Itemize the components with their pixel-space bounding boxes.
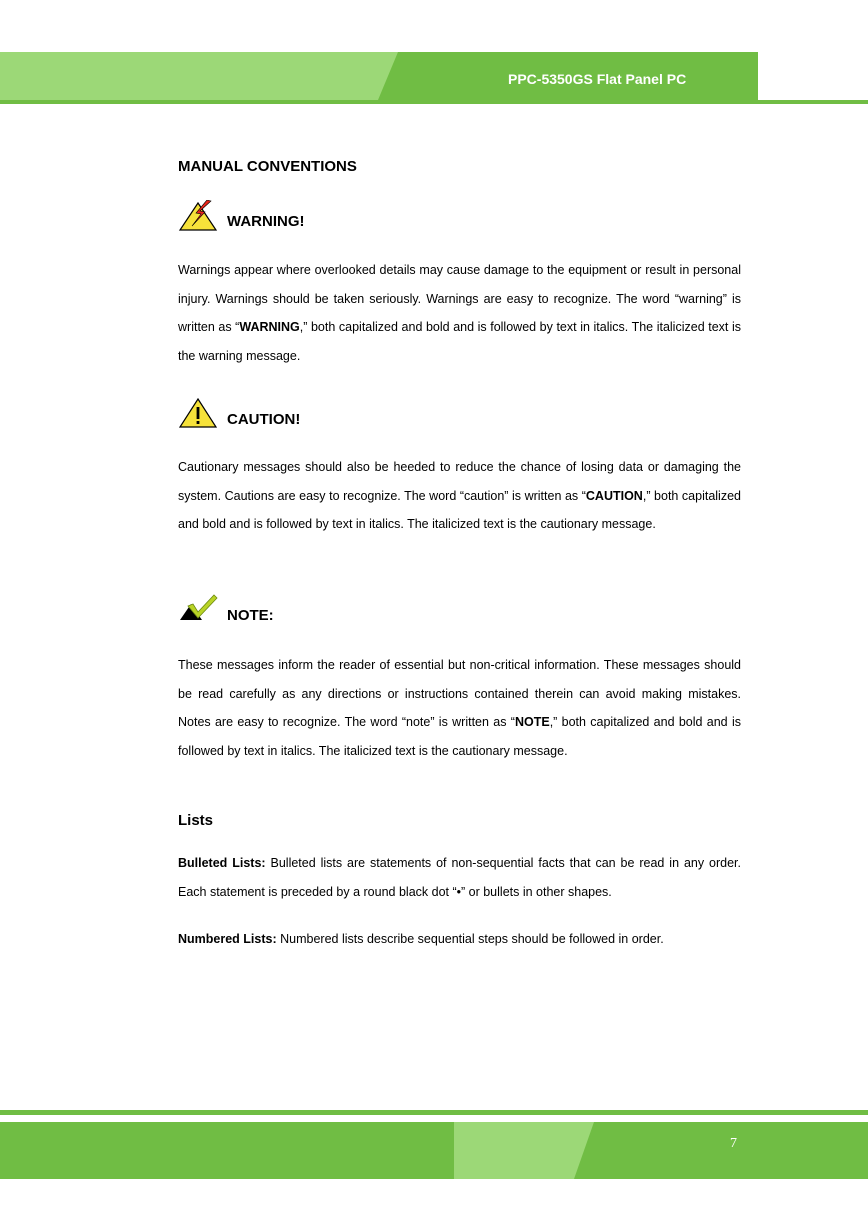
note-checkmark-icon xyxy=(178,592,220,624)
note-text-part1: These messages inform the reader of essential but non-critical information. These messages should be read carefully as any directions or instructions contained therein can avoid making mistakes. Notes are easy to recognize. The word “note” is written as “ xyxy=(178,658,741,729)
note-paragraph xyxy=(178,651,741,765)
note-label: NOTE: xyxy=(227,607,274,624)
warning-text-part1: Warnings appear where overlooked details may cause damage to the equipment or result in personal injury. Warnings should be taken seriously. Warnings are easy to recognize. The word “warning” is written as “ xyxy=(178,263,741,334)
warning-text-part2: ,” both capitalized and bold and is followed by text in italics. The italicized text is the warning message. xyxy=(178,320,741,363)
header-rule xyxy=(0,100,868,104)
footer-rule xyxy=(0,1110,868,1115)
page-number: 7 xyxy=(730,1136,737,1151)
note-bold-term: NOTE xyxy=(514,715,550,729)
caution-text-part1: Cautionary messages should also be heeded to reduce the chance of losing data or damaging the system. Cautions are easy to recognize. The word “caution” is written as “ xyxy=(178,460,741,503)
warning-label: WARNING! xyxy=(227,213,305,230)
header-title: PPC-5350GS Flat Panel PC xyxy=(508,71,687,87)
caution-label: CAUTION! xyxy=(227,411,301,428)
footer-band xyxy=(0,1122,868,1179)
note-heading xyxy=(178,592,478,628)
numbered-lists-text: Numbered lists describe sequential steps should be followed in order. xyxy=(276,932,664,946)
bulleted-lists-label: Bulleted Lists: xyxy=(178,856,266,870)
warning-paragraph xyxy=(178,256,741,370)
bulleted-lists-paragraph xyxy=(178,849,741,906)
warning-heading xyxy=(178,200,478,236)
numbered-lists-paragraph xyxy=(178,925,741,954)
caution-paragraph xyxy=(178,453,741,539)
caution-text-part2: ,” both capitalized and bold and is followed by text in italics. The italicized text is the cautionary message. xyxy=(178,488,741,531)
note-text-part2: ,” both capitalized and bold and is followed by text in italics. The italicized text is the cautionary message. xyxy=(178,715,741,758)
caution-heading xyxy=(178,396,478,432)
warning-lightning-icon xyxy=(178,200,218,232)
caution-bold-term: CAUTION xyxy=(585,488,643,503)
lists-heading: Lists xyxy=(178,812,214,829)
caution-exclamation-icon xyxy=(178,396,218,430)
numbered-lists-label: Numbered Lists: xyxy=(178,932,277,946)
warning-bold-term: WARNING xyxy=(239,320,300,334)
page-heading: MANUAL CONVENTIONS xyxy=(178,158,357,175)
bulleted-lists-text: Bulleted lists are statements of non-sequential facts that can be read in any order. Each statement is preceded by a round black dot “•” or bullets in other shapes. xyxy=(178,856,741,899)
